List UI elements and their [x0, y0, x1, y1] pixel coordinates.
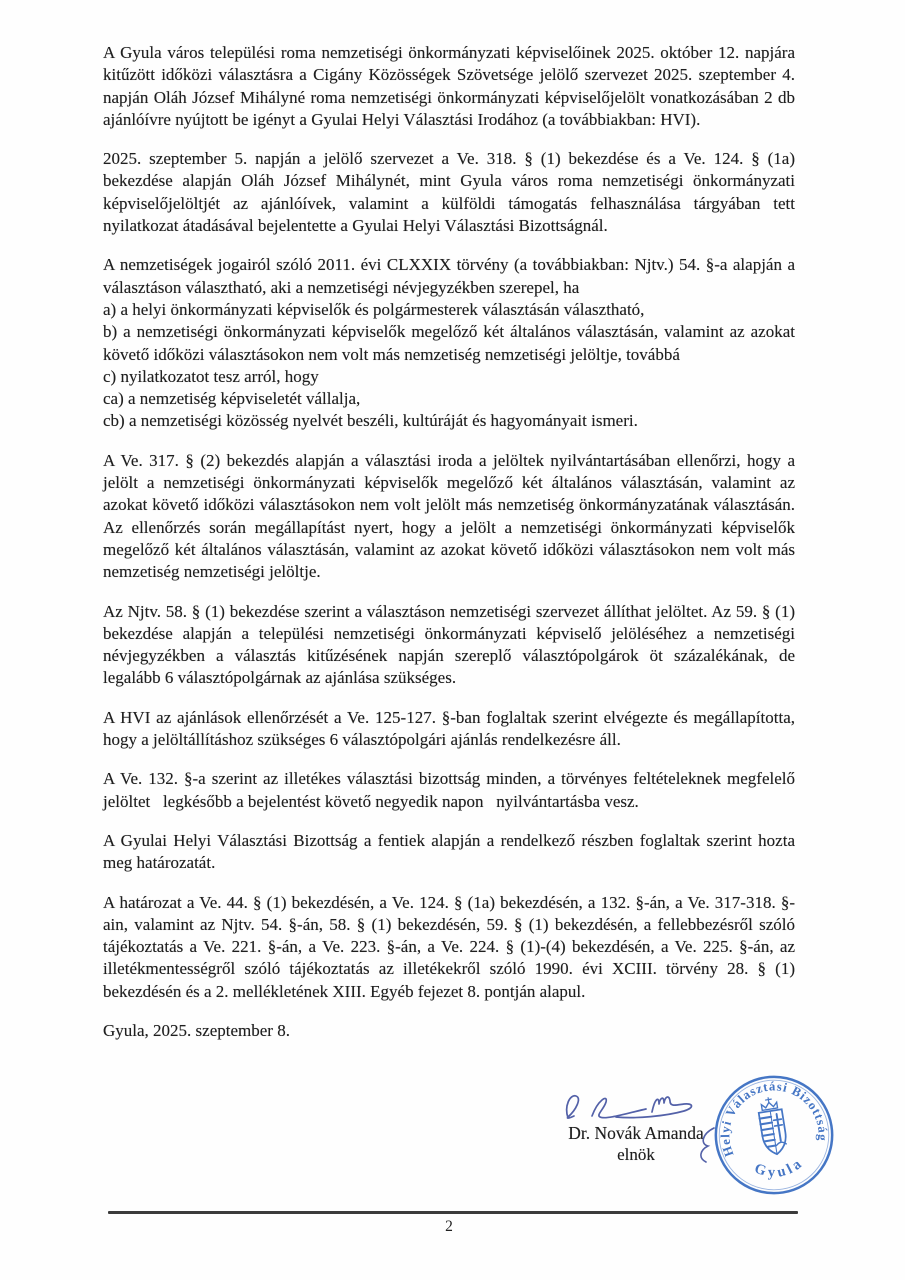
document-body — [103, 42, 795, 1042]
list-item-a: a) a helyi önkormányzati képviselők és polgármesterek választásán választható, — [103, 299, 645, 319]
svg-text:Gyula — [750, 1153, 809, 1185]
list-item-c: c) nyilatkozatot tesz arról, hogy — [103, 366, 319, 386]
paragraph-ve317: A Ve. 317. § (2) bekezdés alapján a választási iroda a jelöltek nyilvántartásában ellenőrzi, hogy a jelölt a nemzetiségi önkormányzati képviselők megelőző két általános választásán, valamint az azokat követő időközi választásokon nem volt jelölt más nemzetiség önkormányzatának választásán. Az ellenőrzés során megállapítást nyert, hogy a jelölt a nemzetiségi önkormányzati képviselők megelőző két általános választásán, valamint az azokat követő időközi választásokon nem volt más nemzetiség nemzetiségi jelöltje. — [103, 450, 795, 582]
paragraph-hvi-check: A HVI az ajánlások ellenőrzését a Ve. 125-127. §-ban foglaltak szerint elvégezte és megállapította, hogy a jelöltállításhoz szükséges 6 választópolgári ajánlás rendelkezésre áll. — [103, 707, 795, 750]
date-line: Gyula, 2025. szeptember 8. — [103, 1020, 290, 1040]
official-stamp — [711, 1072, 837, 1198]
signer-role: elnök — [617, 1145, 655, 1164]
signature-ink — [556, 1088, 716, 1126]
paragraph-legal-basis: A határozat a Ve. 44. § (1) bekezdésén, a Ve. 124. § (1a) bekezdésén, a 132. §-án, a Ve. 317-318. §-ain, valamint az Njtv. 54. §-án, 58. § (1) bekezdésén, 59. § (1) bekezdésén, a fellebbezésről szóló tájékoztatás a Ve. 221. §-án, a Ve. 223. §-án, a Ve. 224. § (1)-(4) bekezdésén, a Ve. 225. §-án, az illetékmentességről szóló tájékoztatás az illetékekről szóló 1990. évi XCIII. törvény 28. § (1) bekezdésén és a 2. mellékletének XIII. Egyéb fejezet 8. pontján alapul. — [103, 892, 795, 1001]
paragraph-ve132: A Ve. 132. §-a szerint az illetékes választási bizottság minden, a törvényes feltételeknek megfelelő jelöltet legkésőbb a bejelentést követő negyedik napon nyilvántartásba vesz. — [103, 769, 795, 811]
stamp-arc-text: Helyi Választási Bizottság — [718, 1079, 830, 1159]
paragraph-njtv58: Az Njtv. 58. § (1) bekezdése szerint a választáson nemzetiségi szervezet állíthat jelöltet. Az 59. § (1) bekezdése alapján a települési nemzetiségi önkormányzati képviselő jelöléséhez a nemzetiségi névjegyzékben a választás kitűzésének napján szereplő választópolgárok öt százalékának, de legalább 6 választópolgárnak az ajánlása szükséges. — [103, 601, 795, 688]
stamp-bottom-text: Gyula — [752, 1154, 808, 1181]
paragraph-njtv-intro: A nemzetiségek jogairól szóló 2011. évi CLXXIX törvény (a továbbiakban: Njtv.) 54. §-a alapján a választáson választható, aki a nemzetiségi névjegyzékben szerepel, ha — [103, 255, 795, 297]
page-number: 2 — [445, 1218, 453, 1235]
paragraph-request: A Gyula város települési roma nemzetiségi önkormányzati képviselőinek 2025. október 12. napjára kitűzött időközi választásra a Cigány Közösségek Szövetsége jelölő szervezet 2025. szeptember 4. napján Oláh József Mihályné roma nemzetiségi önkormányzati képviselőjelölt vonatkozásában 2 db ajánlóívre nyújtott be igényt a Gyulai Helyi Választási Irodához (a továbbiakban: HVI). — [103, 43, 795, 129]
list-item-ca: ca) a nemzetiség képviseletét vállalja, — [103, 389, 361, 409]
coat-of-arms-icon — [757, 1096, 789, 1156]
paragraph-decision: A Gyulai Helyi Választási Bizottság a fentiek alapján a rendelkező részben foglaltak szerint hozta meg határozatát. — [103, 830, 795, 873]
list-item-b: b) a nemzetiségi önkormányzati képviselők megelőző két általános választásán, valamint az azokat követő időközi választásokon nem volt más nemzetiség nemzetiségi jelöltje, továbbá — [103, 322, 795, 364]
paragraph-notification: 2025. szeptember 5. napján a jelölő szervezet a Ve. 318. § (1) bekezdése és a Ve. 124. § (1a) bekezdése alapján Oláh József Mihálynét, mint Gyula város roma nemzetiségi önkormányzati képviselőjelöltjét az ajánlóívek, valamint a külföldi támogatás felhasználása tárgyában tett nyilatkozat átadásával bejelentette a Gyulai Helyi Választási Bizottságnál. — [103, 149, 795, 236]
list-item-cb: cb) a nemzetiségi közösség nyelvét beszéli, kultúráját és hagyományait ismeri. — [103, 411, 638, 431]
signer-name: Dr. Novák Amanda — [568, 1123, 704, 1143]
footer-divider — [108, 1211, 798, 1214]
